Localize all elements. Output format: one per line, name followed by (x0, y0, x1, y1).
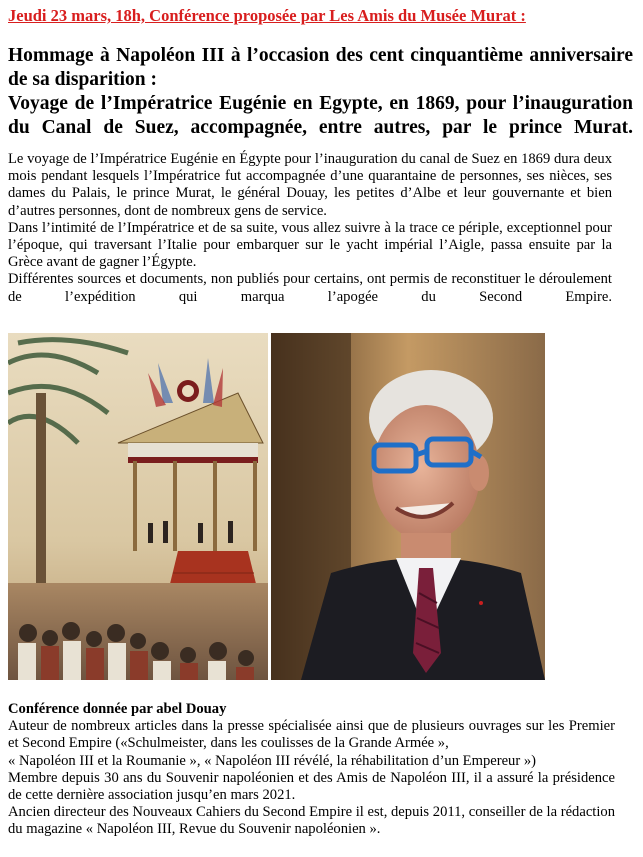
canal-inauguration-painting (8, 333, 268, 680)
bio-line-1: Auteur de nombreux articles dans la presse spécialisée ainsi que de plusieurs ouvrages sur les Premier et Second Empire («Schulmeister, dans les coulisses de la Grande Armée », (8, 718, 615, 752)
speaker-bio (8, 701, 615, 839)
title-line-2: Voyage de l’Impératrice Eugénie en Egypte, en 1869, pour l’inauguration du Canal de Suez, accompagnée, entre autres, par le prince Murat. (8, 93, 633, 138)
bio-line-2: « Napoléon III et la Roumanie », « Napoléon III révélé, la réhabilitation d’un Empereur ») (8, 752, 537, 769)
speaker-portrait (271, 333, 545, 680)
bio-line-4: Ancien directeur des Nouveaux Cahiers du Second Empire il est, depuis 2011, conseiller de la rédaction du magazine « Napoléon III, Revue du Souvenir napoléonien ». (8, 804, 615, 838)
description (8, 151, 612, 306)
event-headline: Jeudi 23 mars, 18h, Conférence proposée par Les Amis du Musée Murat : (8, 6, 526, 25)
title-line-1: Hommage à Napoléon III à l’occasion des cent cinquantième anniversaire de sa disparition : (8, 45, 633, 90)
conference-title (8, 44, 633, 140)
bio-line-3: Membre depuis 30 ans du Souvenir napoléonien et des Amis de Napoléon III, il a assuré la présidence de cette dernière association jusqu’en mars 2021. (8, 769, 615, 804)
description-paragraph-3: Différentes sources et documents, non publiés pour certains, ont permis de reconstituer le déroulement de l’expédition qui marqua l’apogée du Second Empire. (8, 271, 612, 305)
description-paragraph-1: Le voyage de l’Impératrice Eugénie en Égypte pour l’inauguration du canal de Suez en 1869 dura deux mois pendant lesquels l’Impératrice fut accompagnée d’une quarantaine de personnes, ses nièces, ses dames du Palais, le prince Murat, le général Douay, les petites d’Albe et leur gouvernante et bien d’autres personnes, dont de nombreux gens de service. (8, 151, 612, 219)
speaker-name: Conférence donnée par abel Douay (8, 701, 227, 717)
description-paragraph-2: Dans l’intimité de l’Impératrice et de sa suite, vous allez suivre à la trace ce périple, exceptionnel pour l’époque, qui traversant l’Italie pour embarquer sur le yacht impérial l’Aigle, passa ensuite par la Grèce avant de gagner l’Égypte. (8, 219, 612, 271)
